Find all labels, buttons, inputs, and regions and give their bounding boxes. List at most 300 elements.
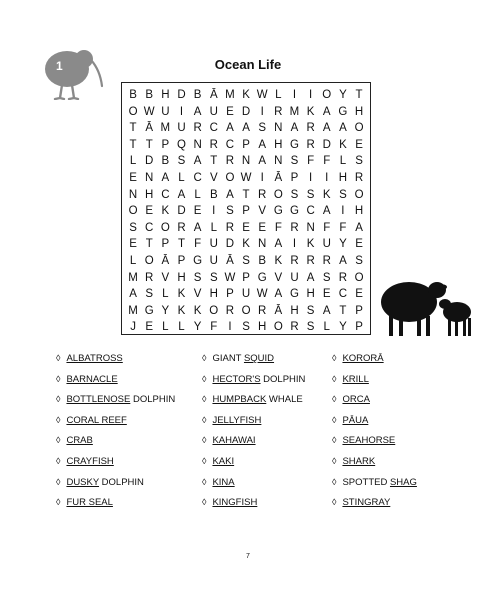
grid-letter[interactable]: E: [355, 138, 363, 151]
grid-letter[interactable]: S: [242, 254, 250, 267]
word-keyword: KINA: [212, 476, 235, 488]
grid-letter[interactable]: L: [339, 155, 347, 168]
word-list-item: [332, 414, 368, 427]
grid-letter[interactable]: F: [274, 221, 282, 234]
grid-letter[interactable]: S: [177, 155, 186, 168]
grid-letter[interactable]: R: [193, 122, 202, 135]
word-list-item: [332, 393, 370, 406]
word-keyword: KORORĀ: [342, 353, 384, 364]
grid-letter[interactable]: P: [355, 321, 363, 334]
page-title: Ocean Life: [214, 57, 282, 72]
grid-letter[interactable]: R: [306, 138, 315, 151]
grid-letter[interactable]: K: [177, 304, 186, 317]
word-list-item: [56, 476, 144, 489]
grid-letter[interactable]: K: [274, 254, 283, 267]
grid-letter[interactable]: B: [193, 89, 202, 101]
grid-letter[interactable]: I: [292, 89, 297, 101]
grid-letter[interactable]: R: [306, 122, 315, 135]
grid-letter[interactable]: K: [177, 288, 186, 301]
word-search-grid[interactable]: [121, 82, 371, 335]
grid-letter[interactable]: S: [322, 271, 331, 284]
diamond-bullet-icon: ◊: [202, 353, 207, 363]
grid-letter[interactable]: G: [290, 205, 299, 218]
grid-letter[interactable]: U: [161, 105, 170, 118]
grid-letter[interactable]: P: [242, 205, 250, 218]
word-keyword: DUSKY: [66, 476, 100, 488]
grid-letter[interactable]: L: [275, 89, 282, 101]
grid-row: [125, 303, 367, 320]
grid-letter[interactable]: S: [355, 254, 363, 267]
grid-letter[interactable]: H: [145, 188, 154, 201]
grid-letter[interactable]: R: [225, 155, 235, 168]
word-list-item: [202, 455, 234, 468]
grid-letter[interactable]: A: [258, 155, 267, 168]
grid-letter[interactable]: O: [144, 254, 154, 267]
grid-letter[interactable]: B: [209, 188, 218, 201]
grid-letter[interactable]: F: [323, 221, 331, 234]
grid-letter[interactable]: D: [145, 155, 154, 168]
word-keyword: SHAG: [389, 476, 417, 488]
grid-letter[interactable]: M: [160, 122, 171, 135]
grid-letter[interactable]: U: [209, 254, 218, 267]
grid-letter[interactable]: M: [289, 105, 300, 118]
grid-letter[interactable]: O: [273, 188, 283, 201]
grid-letter[interactable]: P: [242, 271, 250, 284]
grid-letter[interactable]: R: [354, 171, 364, 184]
grid-letter[interactable]: T: [339, 304, 347, 317]
grid-letter[interactable]: G: [290, 138, 299, 151]
grid-letter[interactable]: H: [354, 205, 364, 218]
diamond-bullet-icon: ◊: [332, 435, 337, 446]
grid-letter[interactable]: C: [225, 138, 235, 151]
grid-letter[interactable]: A: [177, 188, 186, 201]
grid-letter[interactable]: E: [193, 205, 202, 218]
grid-letter[interactable]: W: [240, 171, 252, 184]
grid-letter[interactable]: E: [129, 238, 137, 251]
grid-letter[interactable]: L: [210, 221, 217, 234]
grid-letter[interactable]: A: [306, 271, 315, 284]
word-keyword: KINGFISH: [212, 497, 258, 509]
diamond-bullet-icon: ◊: [332, 394, 337, 405]
word-keyword: CRAYFISH: [66, 456, 114, 467]
grid-letter[interactable]: B: [129, 89, 137, 101]
grid-letter[interactable]: L: [323, 321, 330, 334]
grid-letter[interactable]: I: [325, 171, 329, 184]
grid-letter[interactable]: O: [128, 205, 138, 218]
grid-letter[interactable]: R: [258, 188, 267, 201]
word-keyword: ALBATROSS: [66, 353, 123, 364]
grid-letter[interactable]: C: [193, 171, 202, 184]
grid-letter[interactable]: K: [306, 105, 315, 118]
grid-row: [125, 220, 367, 237]
grid-letter[interactable]: O: [128, 105, 138, 118]
grid-letter[interactable]: K: [193, 304, 202, 317]
diamond-bullet-icon: ◊: [332, 476, 337, 487]
grid-letter[interactable]: A: [274, 288, 283, 301]
grid-letter[interactable]: L: [129, 155, 137, 168]
grid-letter[interactable]: E: [145, 321, 154, 334]
grid-letter[interactable]: I: [309, 171, 313, 184]
grid-letter[interactable]: K: [242, 238, 250, 251]
grid-letter[interactable]: S: [355, 155, 363, 168]
word-list-item: [202, 476, 235, 489]
grid-letter[interactable]: N: [128, 188, 138, 201]
grid-letter[interactable]: B: [161, 155, 170, 168]
grid-letter[interactable]: H: [354, 105, 364, 118]
diamond-bullet-icon: ◊: [56, 456, 61, 466]
grid-letter[interactable]: G: [338, 105, 348, 118]
grid-letter[interactable]: G: [290, 288, 299, 301]
grid-letter[interactable]: Y: [161, 304, 170, 317]
grid-letter[interactable]: T: [145, 138, 153, 151]
grid-letter[interactable]: P: [177, 254, 186, 267]
word-list-item: [56, 455, 114, 468]
grid-letter[interactable]: R: [274, 105, 283, 118]
grid-letter[interactable]: H: [306, 288, 315, 301]
diamond-bullet-icon: ◊: [56, 435, 61, 446]
grid-letter[interactable]: E: [145, 205, 154, 218]
grid-letter[interactable]: D: [225, 238, 235, 251]
sheep-icon: [377, 272, 481, 338]
grid-letter[interactable]: H: [177, 271, 186, 284]
grid-letter[interactable]: C: [145, 221, 154, 234]
diamond-bullet-icon: ◊: [332, 497, 337, 508]
grid-letter[interactable]: T: [129, 138, 137, 151]
grid-letter[interactable]: O: [160, 221, 170, 234]
word-keyword: FUR SEAL: [66, 497, 113, 509]
grid-letter[interactable]: S: [258, 122, 267, 135]
diamond-bullet-icon: ◊: [202, 497, 207, 508]
grid-letter[interactable]: L: [162, 321, 169, 334]
grid-letter[interactable]: E: [355, 288, 363, 301]
grid-letter[interactable]: Y: [339, 238, 347, 251]
grid-letter[interactable]: F: [210, 321, 218, 334]
grid-letter[interactable]: H: [338, 171, 348, 184]
grid-letter[interactable]: K: [339, 138, 347, 151]
grid-letter[interactable]: U: [241, 288, 251, 301]
grid-letter[interactable]: B: [258, 254, 267, 267]
grid-letter[interactable]: P: [161, 238, 170, 251]
diamond-bullet-icon: ◊: [56, 476, 61, 487]
grid-letter[interactable]: S: [242, 321, 250, 334]
grid-letter[interactable]: K: [306, 238, 315, 251]
grid-letter[interactable]: O: [354, 271, 364, 284]
word-list-item: [56, 352, 123, 365]
grid-letter[interactable]: Ā: [274, 304, 283, 317]
grid-letter[interactable]: V: [274, 271, 283, 284]
word-list-item: [56, 393, 175, 406]
grid-letter[interactable]: R: [225, 221, 235, 234]
grid-letter[interactable]: A: [193, 105, 202, 118]
grid-letter[interactable]: G: [193, 254, 203, 267]
grid-letter[interactable]: C: [161, 188, 170, 201]
diamond-bullet-icon: ◊: [56, 353, 61, 363]
grid-letter[interactable]: A: [258, 138, 267, 151]
word-keyword: KAHAWAI: [212, 435, 256, 447]
grid-letter[interactable]: S: [339, 188, 347, 201]
grid-letter[interactable]: T: [177, 238, 185, 251]
grid-letter[interactable]: L: [178, 171, 185, 184]
grid-letter[interactable]: T: [145, 238, 153, 251]
grid-letter[interactable]: I: [260, 105, 264, 118]
word-list-item: [332, 434, 395, 447]
grid-letter[interactable]: A: [339, 254, 347, 267]
word-keyword: SQUID: [243, 353, 275, 364]
grid-letter[interactable]: W: [224, 271, 236, 284]
grid-letter[interactable]: P: [290, 171, 299, 184]
grid-letter[interactable]: D: [177, 205, 186, 218]
word-keyword: KAKI: [212, 456, 235, 467]
grid-letter[interactable]: O: [322, 89, 332, 101]
grid-letter[interactable]: U: [322, 238, 331, 251]
grid-letter[interactable]: A: [290, 122, 299, 135]
grid-letter[interactable]: C: [306, 205, 315, 218]
grid-letter[interactable]: T: [242, 188, 250, 201]
grid-letter[interactable]: N: [258, 238, 267, 251]
grid-letter[interactable]: Ā: [226, 254, 234, 267]
grid-letter[interactable]: R: [322, 254, 331, 267]
grid-letter[interactable]: N: [241, 155, 251, 168]
grid-letter[interactable]: D: [241, 105, 251, 118]
word-keyword: ORCA: [342, 394, 370, 406]
grid-letter[interactable]: V: [209, 171, 218, 184]
grid-letter[interactable]: S: [145, 288, 154, 301]
word-suffix: DOLPHIN: [130, 394, 176, 406]
grid-letter[interactable]: H: [161, 89, 170, 101]
grid-letter[interactable]: A: [322, 122, 331, 135]
grid-letter[interactable]: F: [307, 155, 315, 168]
grid-letter[interactable]: T: [210, 155, 218, 168]
diamond-bullet-icon: ◊: [332, 414, 337, 425]
grid-letter[interactable]: V: [193, 288, 202, 301]
grid-letter[interactable]: P: [161, 138, 170, 151]
grid-letter[interactable]: A: [322, 205, 331, 218]
grid-letter[interactable]: W: [256, 89, 268, 101]
grid-letter[interactable]: I: [292, 238, 297, 251]
grid-letter[interactable]: A: [242, 122, 250, 135]
grid-letter[interactable]: M: [225, 89, 235, 101]
grid-letter[interactable]: Y: [339, 321, 347, 334]
grid-letter[interactable]: T: [355, 89, 363, 101]
grid-letter[interactable]: S: [129, 221, 137, 234]
grid-letter[interactable]: E: [258, 221, 267, 234]
grid-row: [125, 137, 367, 154]
grid-letter[interactable]: I: [341, 205, 345, 218]
grid-row: [125, 319, 367, 336]
grid-letter[interactable]: L: [129, 254, 137, 267]
grid-letter[interactable]: Ā: [274, 171, 283, 184]
grid-letter[interactable]: U: [209, 238, 218, 251]
grid-letter[interactable]: W: [256, 288, 268, 301]
grid-letter[interactable]: R: [177, 221, 186, 234]
grid-letter[interactable]: R: [258, 304, 267, 317]
grid-letter[interactable]: Ā: [145, 122, 154, 135]
grid-letter[interactable]: F: [194, 238, 202, 251]
grid-row: [125, 170, 367, 187]
word-list-item: [202, 434, 256, 447]
grid-letter[interactable]: I: [260, 171, 264, 184]
grid-letter[interactable]: O: [354, 188, 364, 201]
grid-letter[interactable]: A: [322, 105, 331, 118]
grid-letter[interactable]: U: [209, 105, 218, 118]
grid-letter[interactable]: O: [354, 122, 364, 135]
diamond-bullet-icon: ◊: [56, 497, 61, 508]
grid-letter[interactable]: I: [309, 89, 313, 101]
grid-letter[interactable]: A: [129, 288, 137, 301]
grid-letter[interactable]: T: [129, 122, 137, 135]
grid-letter[interactable]: E: [242, 221, 250, 234]
grid-letter[interactable]: M: [128, 304, 138, 317]
diamond-bullet-icon: ◊: [332, 353, 337, 363]
word-list-item: [56, 496, 113, 509]
grid-letter[interactable]: K: [242, 89, 250, 101]
grid-letter[interactable]: A: [274, 238, 283, 251]
grid-letter[interactable]: S: [226, 205, 234, 218]
grid-letter[interactable]: I: [228, 321, 232, 334]
grid-letter[interactable]: A: [339, 122, 347, 135]
grid-letter[interactable]: R: [225, 304, 235, 317]
grid-letter[interactable]: R: [145, 271, 154, 284]
word-prefix: GIANT: [212, 353, 244, 364]
grid-letter[interactable]: A: [193, 155, 202, 168]
grid-letter[interactable]: C: [338, 288, 348, 301]
diamond-bullet-icon: ◊: [202, 456, 207, 466]
grid-letter[interactable]: A: [226, 122, 234, 135]
word-keyword: PĀUA: [342, 414, 369, 426]
word-list-item: [332, 455, 375, 468]
grid-letter[interactable]: A: [226, 188, 234, 201]
word-keyword: CORAL REEF: [66, 414, 127, 426]
grid-letter[interactable]: C: [209, 122, 218, 135]
grid-letter[interactable]: P: [242, 138, 250, 151]
grid-row: [125, 236, 367, 253]
grid-letter[interactable]: R: [306, 254, 315, 267]
grid-letter[interactable]: N: [274, 155, 283, 168]
grid-letter[interactable]: Ā: [209, 89, 218, 101]
grid-letter[interactable]: N: [274, 122, 283, 135]
grid-letter[interactable]: K: [161, 205, 170, 218]
grid-letter[interactable]: R: [290, 254, 299, 267]
word-list-item: [332, 373, 369, 386]
word-list-item: [202, 393, 303, 406]
word-list-item: [332, 352, 384, 365]
word-list-item: [332, 476, 417, 489]
grid-letter[interactable]: N: [193, 138, 202, 151]
grid-row: [125, 286, 367, 303]
grid-letter[interactable]: G: [257, 271, 267, 284]
word-suffix: WHALE: [266, 394, 303, 406]
puzzle-number: 1: [56, 59, 63, 73]
grid-letter[interactable]: S: [193, 271, 202, 284]
grid-letter[interactable]: S: [306, 321, 315, 334]
grid-letter[interactable]: P: [226, 288, 234, 301]
grid-letter[interactable]: S: [209, 271, 218, 284]
grid-letter[interactable]: N: [306, 221, 315, 234]
diamond-bullet-icon: ◊: [202, 394, 207, 405]
word-keyword: JELLYFISH: [212, 414, 262, 426]
grid-letter[interactable]: O: [225, 171, 235, 184]
word-keyword: BARNACLE: [66, 373, 118, 385]
grid-letter[interactable]: S: [306, 188, 315, 201]
word-list-item: [56, 434, 93, 447]
grid-letter[interactable]: A: [193, 221, 202, 234]
grid-letter[interactable]: M: [128, 271, 138, 284]
grid-letter[interactable]: I: [212, 205, 216, 218]
grid-letter[interactable]: H: [274, 138, 283, 151]
grid-letter[interactable]: R: [290, 321, 299, 334]
grid-letter[interactable]: F: [323, 155, 331, 168]
word-suffix: DOLPHIN: [260, 373, 306, 385]
grid-row: [125, 203, 367, 220]
grid-letter[interactable]: S: [306, 304, 315, 317]
grid-letter[interactable]: Q: [177, 138, 186, 151]
grid-letter[interactable]: H: [290, 304, 299, 317]
grid-letter[interactable]: P: [355, 304, 363, 317]
word-keyword: HUMPBACK: [212, 394, 267, 406]
page-number: 7: [246, 553, 250, 560]
grid-letter[interactable]: E: [226, 105, 234, 118]
grid-letter[interactable]: K: [322, 188, 331, 201]
grid-letter[interactable]: U: [177, 122, 186, 135]
grid-letter[interactable]: V: [258, 205, 267, 218]
grid-letter[interactable]: S: [290, 188, 299, 201]
word-list-item: [202, 496, 257, 509]
word-list-item: [56, 373, 118, 386]
grid-letter[interactable]: E: [129, 171, 137, 184]
grid-letter[interactable]: L: [194, 188, 201, 201]
grid-letter[interactable]: L: [178, 321, 185, 334]
grid-letter[interactable]: A: [161, 171, 170, 184]
grid-letter[interactable]: R: [290, 221, 299, 234]
grid-letter[interactable]: V: [161, 271, 170, 284]
diamond-bullet-icon: ◊: [56, 414, 61, 425]
grid-letter[interactable]: J: [130, 321, 136, 334]
grid-letter[interactable]: G: [273, 205, 283, 218]
grid-letter[interactable]: R: [338, 271, 348, 284]
diamond-bullet-icon: ◊: [332, 456, 337, 466]
diamond-bullet-icon: ◊: [202, 476, 207, 487]
grid-letter[interactable]: W: [143, 105, 155, 118]
grid-letter[interactable]: I: [179, 105, 184, 118]
grid-letter[interactable]: U: [290, 271, 299, 284]
grid-letter[interactable]: A: [322, 304, 331, 317]
word-keyword: BOTTLENOSE: [66, 394, 131, 406]
grid-letter[interactable]: O: [273, 321, 283, 334]
grid-letter[interactable]: E: [355, 238, 363, 251]
grid-letter[interactable]: D: [322, 138, 331, 151]
grid-letter[interactable]: L: [162, 288, 169, 301]
grid-letter[interactable]: G: [144, 304, 154, 317]
grid-letter[interactable]: N: [145, 171, 154, 184]
grid-letter[interactable]: E: [322, 288, 331, 301]
grid-letter[interactable]: A: [355, 221, 363, 234]
grid-letter[interactable]: H: [209, 288, 218, 301]
grid-letter[interactable]: Y: [193, 321, 202, 334]
grid-letter[interactable]: S: [290, 155, 299, 168]
grid-letter[interactable]: F: [339, 221, 347, 234]
grid-letter[interactable]: Ā: [161, 254, 170, 267]
grid-letter[interactable]: O: [241, 304, 251, 317]
grid-letter[interactable]: R: [209, 138, 218, 151]
word-prefix: SPOTTED: [342, 476, 390, 488]
grid-row: [125, 87, 367, 104]
word-keyword: CRAB: [66, 435, 93, 447]
grid-letter[interactable]: D: [177, 89, 186, 101]
grid-letter[interactable]: B: [145, 89, 154, 101]
grid-letter[interactable]: Y: [339, 89, 347, 101]
grid-letter[interactable]: H: [258, 321, 267, 334]
grid-letter[interactable]: O: [209, 304, 219, 317]
